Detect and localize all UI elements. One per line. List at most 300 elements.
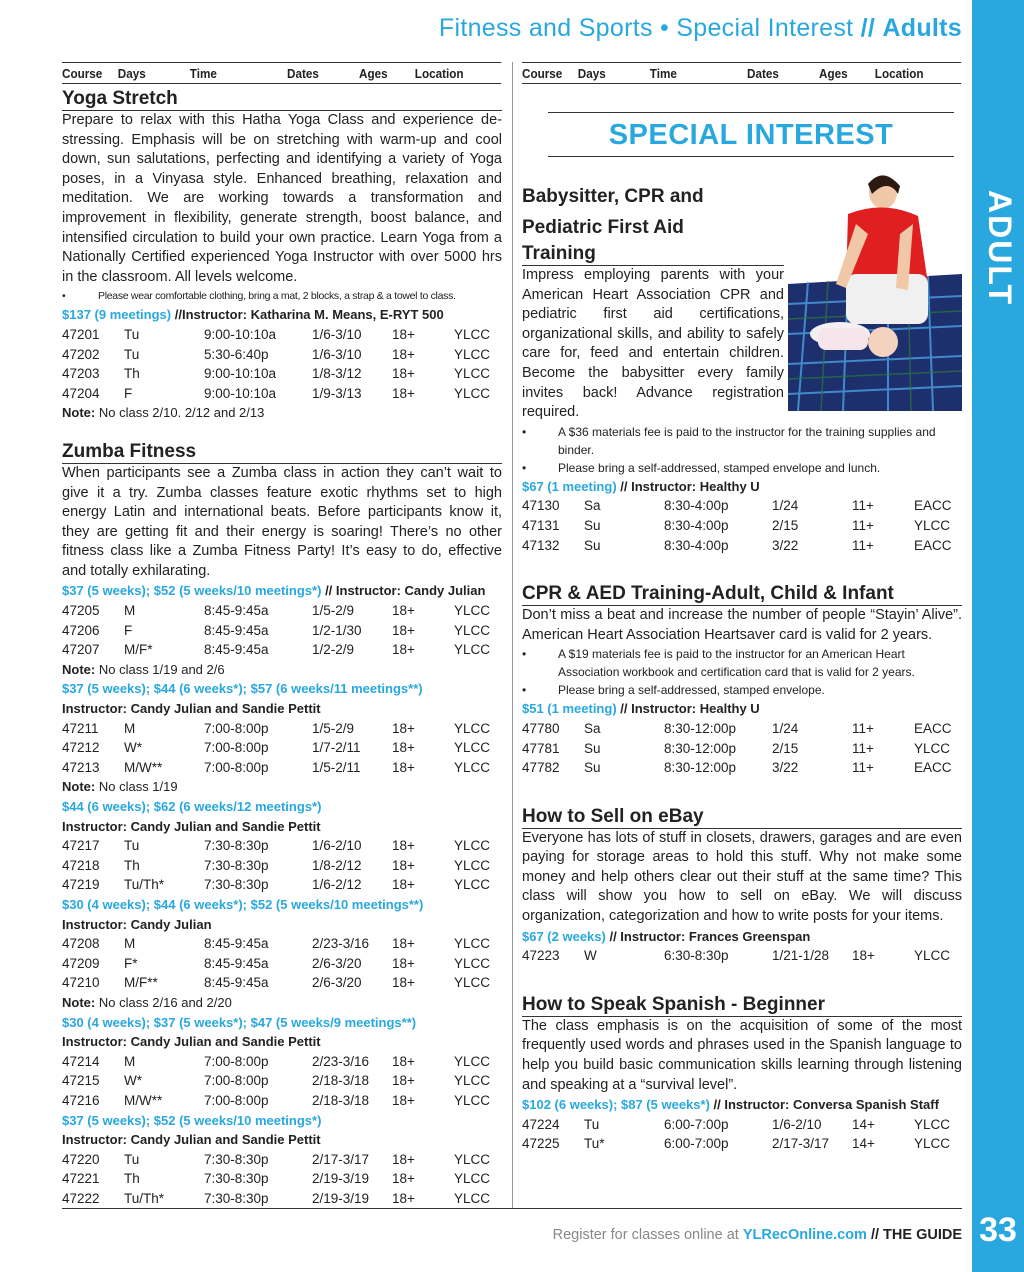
- cell-days: Su: [584, 740, 601, 756]
- cell-course-number: 47131: [522, 517, 560, 533]
- course-title-ebay: How to Sell on eBay: [522, 806, 962, 829]
- cell-ages: 18+: [392, 975, 415, 991]
- cell-time: 6:00-7:00p: [664, 1116, 729, 1132]
- cell-dates: 2/19-3/19: [312, 1171, 370, 1187]
- note-text: No class 1/19: [98, 779, 178, 795]
- cell-course-number: 47202: [62, 346, 100, 362]
- schedule-row: [62, 1091, 502, 1111]
- cell-location: YLCC: [454, 936, 491, 952]
- instructor-text: // Instructor: Conversa Spanish Staff: [713, 1097, 939, 1113]
- cell-time: 8:30-12:00p: [664, 720, 737, 736]
- cell-course-number: 47780: [522, 720, 560, 736]
- cell-location: YLCC: [454, 622, 491, 638]
- cell-dates: 2/23-3/16: [312, 936, 370, 952]
- cell-dates: 1/6-3/10: [312, 326, 362, 342]
- rows-zumba-g3: [62, 836, 502, 895]
- bullet-text: A $19 materials fee is paid to the instructor for an American Heart Association workbook and certification card that is valid for 2 years.: [558, 647, 915, 680]
- cell-days: M/F*: [124, 642, 153, 658]
- note-text: No class 2/16 and 2/20: [98, 994, 232, 1010]
- rows-babysitter: [522, 496, 962, 555]
- schedule-row: [62, 954, 502, 974]
- cell-dates: 2/17-3/17: [312, 1151, 370, 1167]
- course-price: [522, 477, 962, 497]
- course-bullet: • Please bring a self-addressed, stamped envelope and lunch.: [522, 460, 881, 475]
- schedule-row: [62, 621, 502, 641]
- cell-time: 8:45-9:45a: [204, 642, 269, 658]
- course-price: [62, 581, 502, 601]
- instructor-text: // Instructor: Frances Greenspan: [609, 928, 811, 944]
- cell-time: 9:00-10:10a: [204, 385, 277, 401]
- cell-course-number: 47219: [62, 877, 100, 893]
- bullet-text: A $36 materials fee is paid to the instructor for the training supplies and binder.: [558, 424, 936, 457]
- cell-location: YLCC: [454, 857, 491, 873]
- cell-course-number: 47205: [62, 603, 100, 619]
- cell-time: 8:30-12:00p: [664, 740, 737, 756]
- cell-ages: 11+: [852, 498, 874, 514]
- cell-time: 7:30-8:30p: [204, 1171, 269, 1187]
- cell-ages: 18+: [392, 1171, 415, 1187]
- cell-course-number: 47214: [62, 1053, 100, 1069]
- column-header: [62, 62, 502, 84]
- cell-time: 8:30-4:00p: [664, 498, 729, 514]
- cell-course-number: 47222: [62, 1190, 100, 1206]
- cell-location: YLCC: [454, 1171, 491, 1187]
- cell-course-number: 47201: [62, 326, 100, 342]
- left-column: [62, 62, 502, 1208]
- cell-time: 7:30-8:30p: [204, 1190, 269, 1206]
- cell-ages: 11+: [852, 760, 874, 776]
- course-desc-zumba: When participants see a Zumba class in action they can’t wait to give it a try. Zumba classes feature exotic rhythms set to high energy Latin and international beats. Before participants know it, they are getting fit and their energy is soaring! There’s no other fitness class like a Zumba Fitness Party! It’s easy to do, effective and totally exhilarating.: [62, 464, 502, 579]
- photo-illustration: [788, 164, 962, 411]
- note-label: Note:: [62, 779, 96, 795]
- cell-ages: 14+: [852, 1136, 875, 1152]
- section-title-special-interest: SPECIAL INTEREST: [548, 112, 954, 157]
- course-price: [522, 927, 962, 947]
- cell-days: Tu: [584, 1116, 600, 1132]
- cell-course-number: 47218: [62, 857, 100, 873]
- cell-dates: 1/24: [772, 498, 799, 514]
- price-text: $44 (6 weeks); $62 (6 weeks/12 meetings*): [62, 799, 322, 814]
- instructor-text: // Instructor: Healthy U: [620, 478, 760, 494]
- cell-ages: 18+: [392, 838, 415, 854]
- price-text: $67 (1 meeting): [522, 478, 617, 494]
- sidebar-label: ADULT: [982, 190, 1018, 307]
- cell-location: YLCC: [454, 1151, 491, 1167]
- schedule-row: [522, 516, 962, 536]
- cell-time: 6:00-7:00p: [664, 1136, 729, 1152]
- cell-location: YLCC: [454, 603, 491, 619]
- cell-ages: 18+: [392, 1053, 415, 1069]
- cell-days: Su: [584, 760, 601, 776]
- cell-location: EACC: [914, 537, 952, 553]
- cell-course-number: 47217: [62, 838, 100, 854]
- schedule-row: [62, 325, 502, 345]
- course-bullet: • Please bring a self-addressed, stamped envelope.: [522, 683, 825, 698]
- cell-ages: 18+: [392, 385, 415, 401]
- cell-time: 7:00-8:00p: [204, 1053, 269, 1069]
- note-text: No class 2/10. 2/12 and 2/13: [98, 405, 265, 421]
- cell-location: YLCC: [454, 1190, 491, 1206]
- cell-ages: 18+: [392, 642, 415, 658]
- cell-days: M/F**: [124, 975, 158, 991]
- col-days: Days: [117, 66, 146, 81]
- col-time: Time: [649, 66, 677, 81]
- cell-dates: 2/6-3/20: [312, 975, 362, 991]
- schedule-row: [62, 364, 502, 384]
- course-bullet: • Please wear comfortable clothing, bring a mat, 2 blocks, a strap & a towel to class.: [62, 290, 456, 303]
- cell-ages: 11+: [852, 517, 874, 533]
- schedule-row: [62, 836, 502, 856]
- cell-days: Th: [124, 857, 140, 873]
- cell-time: 8:45-9:45a: [204, 936, 269, 952]
- schedule-row: [522, 758, 962, 778]
- cell-location: YLCC: [454, 720, 491, 736]
- page-header: [439, 14, 962, 43]
- cell-time: 8:45-9:45a: [204, 975, 269, 991]
- cell-location: YLCC: [454, 366, 491, 382]
- cell-course-number: 47220: [62, 1151, 100, 1167]
- rows-zumba-g4: [62, 934, 502, 993]
- cell-dates: 1/2-2/9: [312, 642, 355, 658]
- cell-ages: 18+: [392, 955, 415, 971]
- cell-dates: 2/18-3/18: [312, 1092, 370, 1108]
- cell-days: Tu: [124, 838, 140, 854]
- cell-ages: 18+: [392, 1190, 415, 1206]
- cell-time: 7:00-8:00p: [204, 1092, 269, 1108]
- cell-ages: 18+: [392, 740, 415, 756]
- cell-dates: 1/9-3/13: [312, 385, 362, 401]
- cell-dates: 1/21-1/28: [772, 948, 830, 964]
- cell-days: M: [124, 603, 136, 619]
- cell-location: YLCC: [454, 1053, 491, 1069]
- cell-time: 8:30-4:00p: [664, 517, 729, 533]
- instructor-text: //Instructor: Katharina M. Means, E-RYT 500: [174, 307, 444, 323]
- course-price: [522, 699, 962, 719]
- col-dates: Dates: [287, 66, 319, 81]
- course-price: [62, 1013, 502, 1033]
- footer-separator: //: [870, 1227, 880, 1243]
- cell-location: YLCC: [454, 326, 491, 342]
- cell-course-number: 47206: [62, 622, 100, 638]
- cell-days: Sa: [584, 720, 601, 736]
- course-desc-spanish: The class emphasis is on the acquisition of some of the most frequently used words and phrases used in the Spanish language to help you build basic communication skills learning through listening and speaking at a “survival level”.: [522, 1017, 962, 1093]
- col-time: Time: [189, 66, 217, 81]
- cell-ages: 18+: [392, 759, 415, 775]
- col-location: Location: [874, 66, 924, 81]
- cell-ages: 18+: [392, 1151, 415, 1167]
- schedule-row: [62, 1052, 502, 1072]
- price-text: $67 (2 weeks): [522, 928, 606, 944]
- cell-days: Tu/Th*: [124, 877, 165, 893]
- course-title-zumba: Zumba Fitness: [62, 441, 502, 464]
- schedule-row: [62, 934, 502, 954]
- cell-course-number: 47207: [62, 642, 100, 658]
- note-text: No class 1/19 and 2/6: [98, 661, 225, 677]
- col-ages: Ages: [819, 66, 848, 81]
- cell-dates: 1/6-2/12: [312, 877, 362, 893]
- cell-course-number: 47210: [62, 975, 100, 991]
- schedule-row: [62, 640, 502, 660]
- rows-yoga: [62, 325, 502, 403]
- note-label: Note:: [62, 405, 96, 421]
- cell-days: Th: [124, 1171, 140, 1187]
- col-ages: Ages: [359, 66, 388, 81]
- instructor-text: // Instructor: Healthy U: [620, 701, 760, 717]
- cell-time: 8:45-9:45a: [204, 622, 269, 638]
- cell-days: W: [584, 948, 597, 964]
- cell-days: F: [124, 622, 133, 638]
- course-title-cpr: CPR & AED Training-Adult, Child & Infant: [522, 583, 962, 606]
- rows-zumba-g5: [62, 1052, 502, 1111]
- cell-ages: 11+: [852, 740, 874, 756]
- schedule-row: [62, 738, 502, 758]
- cell-days: M: [124, 720, 136, 736]
- course-note: [62, 660, 502, 680]
- cell-days: M: [124, 1053, 136, 1069]
- cell-days: M/W**: [124, 759, 163, 775]
- cell-location: YLCC: [454, 955, 491, 971]
- footer-site-link[interactable]: YLRecOnline.com: [742, 1227, 867, 1243]
- cell-course-number: 47212: [62, 740, 100, 756]
- cell-course-number: 47208: [62, 936, 100, 952]
- cell-time: 8:45-9:45a: [204, 955, 269, 971]
- cell-dates: 2/19-3/19: [312, 1190, 370, 1206]
- schedule-row: [522, 536, 962, 556]
- cell-location: YLCC: [454, 975, 491, 991]
- right-column: [522, 62, 962, 1154]
- schedule-row: [62, 345, 502, 365]
- bullet-text: Please bring a self-addressed, stamped envelope.: [558, 683, 825, 698]
- col-days: Days: [577, 66, 606, 81]
- schedule-row: [62, 384, 502, 404]
- price-text: $37 (5 weeks); $52 (5 weeks/10 meetings*): [62, 583, 322, 599]
- cell-dates: 3/22: [772, 537, 799, 553]
- cell-time: 7:30-8:30p: [204, 838, 269, 854]
- price-text: $37 (5 weeks); $52 (5 weeks/10 meetings*): [62, 1112, 322, 1128]
- cell-time: 9:00-10:10a: [204, 326, 277, 342]
- rows-zumba-g2: [62, 719, 502, 778]
- bullet-text: Please bring a self-addressed, stamped envelope and lunch.: [558, 460, 881, 475]
- cell-days: M: [124, 936, 136, 952]
- page-footer: [62, 1208, 962, 1243]
- cell-location: YLCC: [454, 642, 491, 658]
- note-label: Note:: [62, 994, 96, 1010]
- cell-location: YLCC: [454, 877, 491, 893]
- cell-time: 7:00-8:00p: [204, 1073, 269, 1089]
- price-text: $137 (9 meetings): [62, 307, 172, 323]
- schedule-row: [522, 1134, 962, 1154]
- cell-location: YLCC: [454, 1073, 491, 1089]
- cell-course-number: 47215: [62, 1073, 100, 1089]
- cell-dates: 2/15: [772, 517, 799, 533]
- price-text: $30 (4 weeks); $37 (5 weeks*); $47 (5 weeks/9 meetings**): [62, 1014, 417, 1030]
- cell-course-number: 47204: [62, 385, 100, 401]
- course-price: [522, 1095, 962, 1115]
- cpr-training-photo: [788, 164, 962, 411]
- cell-days: Th: [124, 366, 140, 382]
- cell-dates: 2/17-3/17: [772, 1136, 830, 1152]
- cell-days: Su: [584, 537, 601, 553]
- cell-days: W*: [124, 740, 142, 756]
- cell-dates: 2/18-3/18: [312, 1073, 370, 1089]
- col-dates: Dates: [747, 66, 779, 81]
- cell-location: YLCC: [454, 1092, 491, 1108]
- cell-days: Tu: [124, 326, 140, 342]
- cell-course-number: 47221: [62, 1171, 100, 1187]
- cell-course-number: 47224: [522, 1116, 560, 1132]
- course-bullet: • A $36 materials fee is paid to the instructor for the training supplies and binder.: [522, 424, 936, 457]
- schedule-row: [62, 1150, 502, 1170]
- bullet-text: Please wear comfortable clothing, bring a mat, 2 blocks, a strap & a towel to class.: [98, 290, 456, 303]
- schedule-row: [62, 973, 502, 993]
- cell-location: YLCC: [454, 346, 491, 362]
- course-title-yoga: Yoga Stretch: [62, 88, 502, 111]
- cell-days: W*: [124, 1073, 142, 1089]
- cell-days: Tu: [124, 346, 140, 362]
- instructor-line: Instructor: Candy Julian and Sandie Pettit: [62, 1132, 321, 1148]
- cell-time: 7:00-8:00p: [204, 720, 269, 736]
- cell-dates: 1/5-2/9: [312, 603, 355, 619]
- schedule-row: [62, 1071, 502, 1091]
- cell-dates: 1/8-3/12: [312, 366, 362, 382]
- section-sidebar: [972, 0, 1024, 1272]
- cell-dates: 1/6-2/10: [312, 838, 362, 854]
- rows-zumba-g1: [62, 601, 502, 660]
- course-note: [62, 993, 502, 1013]
- cell-dates: 2/6-3/20: [312, 955, 362, 971]
- schedule-row: [522, 496, 962, 516]
- price-text: $51 (1 meeting): [522, 701, 617, 717]
- price-text: $30 (4 weeks); $44 (6 weeks*); $52 (5 weeks/10 meetings**): [62, 896, 424, 912]
- note-label: Note:: [62, 661, 96, 677]
- cell-time: 7:30-8:30p: [204, 1151, 269, 1167]
- column-divider: [512, 62, 513, 1208]
- instructor-line: Instructor: Candy Julian and Sandie Pettit: [62, 1034, 321, 1050]
- course-note: [62, 777, 502, 797]
- cell-ages: 18+: [392, 877, 415, 893]
- cell-time: 8:30-4:00p: [664, 537, 729, 553]
- cell-days: F: [124, 385, 133, 401]
- cell-dates: 1/5-2/11: [312, 759, 361, 775]
- price-text: $37 (5 weeks); $44 (6 weeks*); $57 (6 weeks/11 meetings**): [62, 681, 423, 697]
- cell-time: 8:45-9:45a: [204, 603, 269, 619]
- cell-course-number: 47216: [62, 1092, 100, 1108]
- cell-ages: 18+: [852, 948, 875, 964]
- cell-course-number: 47130: [522, 498, 560, 514]
- cell-time: 7:00-8:00p: [204, 740, 269, 756]
- footer-text: [553, 1227, 962, 1243]
- footer-guide: THE GUIDE: [883, 1227, 962, 1243]
- cell-days: Su: [584, 517, 601, 533]
- cell-time: 8:30-12:00p: [664, 760, 737, 776]
- price-text: $102 (6 weeks); $87 (5 weeks*): [522, 1097, 710, 1113]
- cell-location: YLCC: [914, 517, 951, 533]
- cell-location: YLCC: [454, 385, 491, 401]
- page-number: 33: [979, 1211, 1017, 1249]
- header-separator: //: [860, 14, 876, 42]
- cell-course-number: 47223: [522, 948, 560, 964]
- cell-course-number: 47782: [522, 760, 560, 776]
- course-title-spanish: How to Speak Spanish - Beginner: [522, 994, 962, 1017]
- cell-ages: 18+: [392, 857, 415, 873]
- cell-location: YLCC: [914, 740, 951, 756]
- schedule-row: [62, 856, 502, 876]
- schedule-row: [522, 1115, 962, 1135]
- header-audience: Adults: [882, 14, 962, 42]
- cell-location: YLCC: [454, 740, 491, 756]
- cell-time: 7:30-8:30p: [204, 857, 269, 873]
- course-price: [62, 895, 502, 915]
- course-title-babysitter-l3: Training: [522, 243, 784, 266]
- course-desc-cpr: Don’t miss a beat and increase the number of people “Stayin’ Alive”. American Heart Association Heartsaver card is valid for 2 years.: [522, 607, 962, 643]
- cell-ages: 11+: [852, 537, 874, 553]
- cell-dates: 1/2-1/30: [312, 622, 362, 638]
- cell-course-number: 47211: [62, 720, 99, 736]
- cell-dates: 1/6-2/10: [772, 1116, 822, 1132]
- cell-ages: 18+: [392, 346, 415, 362]
- cell-dates: 1/6-3/10: [312, 346, 362, 362]
- cell-course-number: 47132: [522, 537, 560, 553]
- cell-time: 7:30-8:30p: [204, 877, 269, 893]
- column-header: [522, 62, 962, 84]
- cell-ages: 18+: [392, 603, 415, 619]
- cell-course-number: 47225: [522, 1136, 560, 1152]
- schedule-row: [62, 1189, 502, 1209]
- cell-dates: 1/5-2/9: [312, 720, 355, 736]
- schedule-row: [62, 758, 502, 778]
- cell-ages: 14+: [852, 1116, 875, 1132]
- cell-course-number: 47781: [522, 740, 560, 756]
- cell-days: M/W**: [124, 1092, 163, 1108]
- cell-ages: 18+: [392, 936, 415, 952]
- col-course: Course: [522, 66, 563, 81]
- cell-time: 6:30-8:30p: [664, 948, 729, 964]
- schedule-row: [522, 946, 962, 966]
- instructor-line: Instructor: Candy Julian and Sandie Pettit: [62, 701, 321, 717]
- cell-days: Sa: [584, 498, 601, 514]
- schedule-row: [522, 719, 962, 739]
- cell-course-number: 47213: [62, 759, 100, 775]
- instructor-text: // Instructor: Candy Julian: [325, 583, 486, 599]
- rows-cpr: [522, 719, 962, 778]
- course-price: [62, 1111, 502, 1131]
- cell-days: Tu/Th*: [124, 1190, 165, 1206]
- col-course: Course: [62, 66, 103, 81]
- cell-location: EACC: [914, 760, 952, 776]
- cell-time: 5:30-6:40p: [204, 346, 269, 362]
- cell-days: Tu: [124, 1151, 140, 1167]
- course-price: [62, 679, 502, 699]
- cell-dates: 3/22: [772, 760, 799, 776]
- cell-location: EACC: [914, 498, 952, 514]
- cell-location: YLCC: [914, 1116, 951, 1132]
- cell-location: EACC: [914, 720, 952, 736]
- cell-dates: 1/24: [772, 720, 799, 736]
- header-sections: Fitness and Sports • Special Interest: [438, 14, 854, 42]
- cell-location: YLCC: [914, 948, 951, 964]
- cell-days: F*: [124, 955, 138, 971]
- course-note: [62, 403, 502, 423]
- col-location: Location: [414, 66, 464, 81]
- cell-time: 7:00-8:00p: [204, 759, 269, 775]
- instructor-line: Instructor: Candy Julian and Sandie Pettit: [62, 818, 321, 834]
- course-desc-babysitter: Impress employing parents with your American Heart Association CPR and pediatric first aid certifications, organizational skills, and ability to safely care for, feed and entertain children. Become the babysitter every family invites back! Advance registration required.: [522, 267, 784, 421]
- course-title-babysitter-l1: Babysitter, CPR and: [522, 186, 704, 207]
- cell-dates: 2/23-3/16: [312, 1053, 370, 1069]
- schedule-row: [62, 875, 502, 895]
- schedule-row: [522, 739, 962, 759]
- cell-dates: 1/8-2/12: [312, 857, 362, 873]
